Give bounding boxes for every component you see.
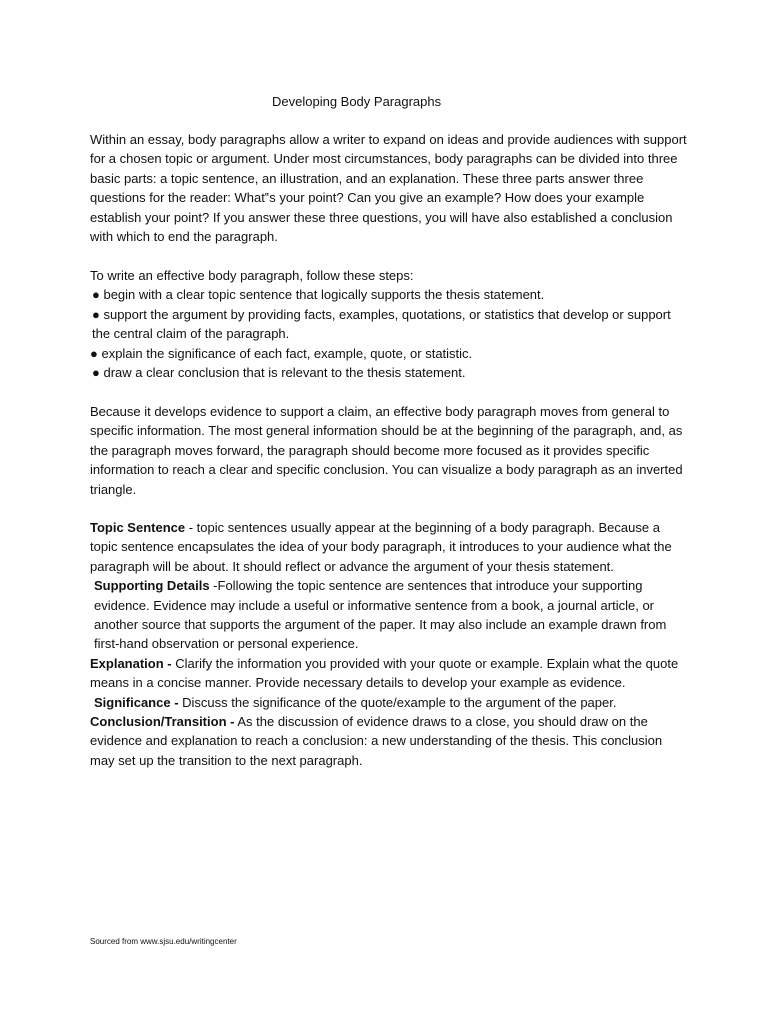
part-significance	[90, 693, 690, 712]
steps-intro: To write an effective body paragraph, follow these steps:	[90, 268, 414, 283]
part-text: - topic sentences usually appear at the beginning of a body paragraph. Because a topic sentence encapsulates the idea of your body paragraph, it introduces to your audience what the paragraph will be about. It should reflect or advance the argument of your thesis statement.	[90, 520, 672, 574]
step-item: ● draw a clear conclusion that is relevant to the thesis statement.	[92, 365, 466, 381]
part-term: Significance -	[94, 694, 179, 710]
part-text: Discuss the significance of the quote/example to the argument of the paper.	[178, 694, 617, 710]
steps-list	[90, 266, 690, 382]
step-item: ● explain the significance of each fact, example, quote, or statistic.	[90, 345, 473, 361]
part-text: Clarify the information you provided with your quote or example. Explain what the quote means in a concise manner. Provide necessary details to develop your example as evidence.	[90, 655, 679, 691]
part-term: Topic Sentence	[90, 520, 186, 535]
part-topic-sentence	[90, 518, 690, 576]
part-term: Conclusion/Transition -	[90, 714, 235, 730]
part-text: -Following the topic sentence are sentences that introduce your supporting evidence. Evidence may include a useful or informative sentence from a book, a journal article, or another source that supports the argument of the paper. It may also include an example drawn from first-hand observation or personal experience.	[94, 578, 667, 652]
general-to-specific-paragraph	[90, 402, 690, 499]
part-supporting-details	[90, 576, 690, 654]
general-to-specific-text: Because it develops evidence to support a claim, an effective body paragraph moves from general to specific information. The most general information should be at the beginning of the paragraph, and, as the paragraph moves forward, the paragraph should become more focused as it provides specific information to reach a clear and specific conclusion. You can visualize a body paragraph as an inverted triangle.	[90, 404, 683, 497]
part-explanation	[90, 654, 690, 693]
part-term: Supporting Details	[94, 578, 210, 594]
part-term: Explanation -	[90, 655, 172, 671]
page-title: Developing Body Paragraphs	[272, 94, 442, 109]
intro-text: Within an essay, body paragraphs allow a writer to expand on ideas and provide audiences with support for a chosen topic or argument. Under most circumstances, body paragraphs can be divided into three basic parts: a topic sentence, an illustration, and an explanation. These three parts answer three questions for the reader: What‟s your point? Can you give an example? How does your example establish your point? If you answer these three questions, you will have also established a conclusion with which to end the paragraph.	[90, 132, 687, 245]
paragraph-parts	[90, 518, 690, 770]
step-item: ● begin with a clear topic sentence that logically supports the thesis statement.	[92, 287, 545, 303]
part-text: As the discussion of evidence draws to a close, you should draw on the evidence and explanation to reach a conclusion: a new understanding of the thesis. This conclusion may set up the transition to the next paragraph.	[90, 714, 663, 768]
source-footer: Sourced from www.sjsu.edu/writingcenter	[90, 937, 237, 946]
step-item: ● support the argument by providing facts, examples, quotations, or statistics that develop or support the central claim of the paragraph.	[92, 306, 671, 342]
part-conclusion-transition	[90, 712, 690, 770]
intro-paragraph	[90, 130, 690, 246]
